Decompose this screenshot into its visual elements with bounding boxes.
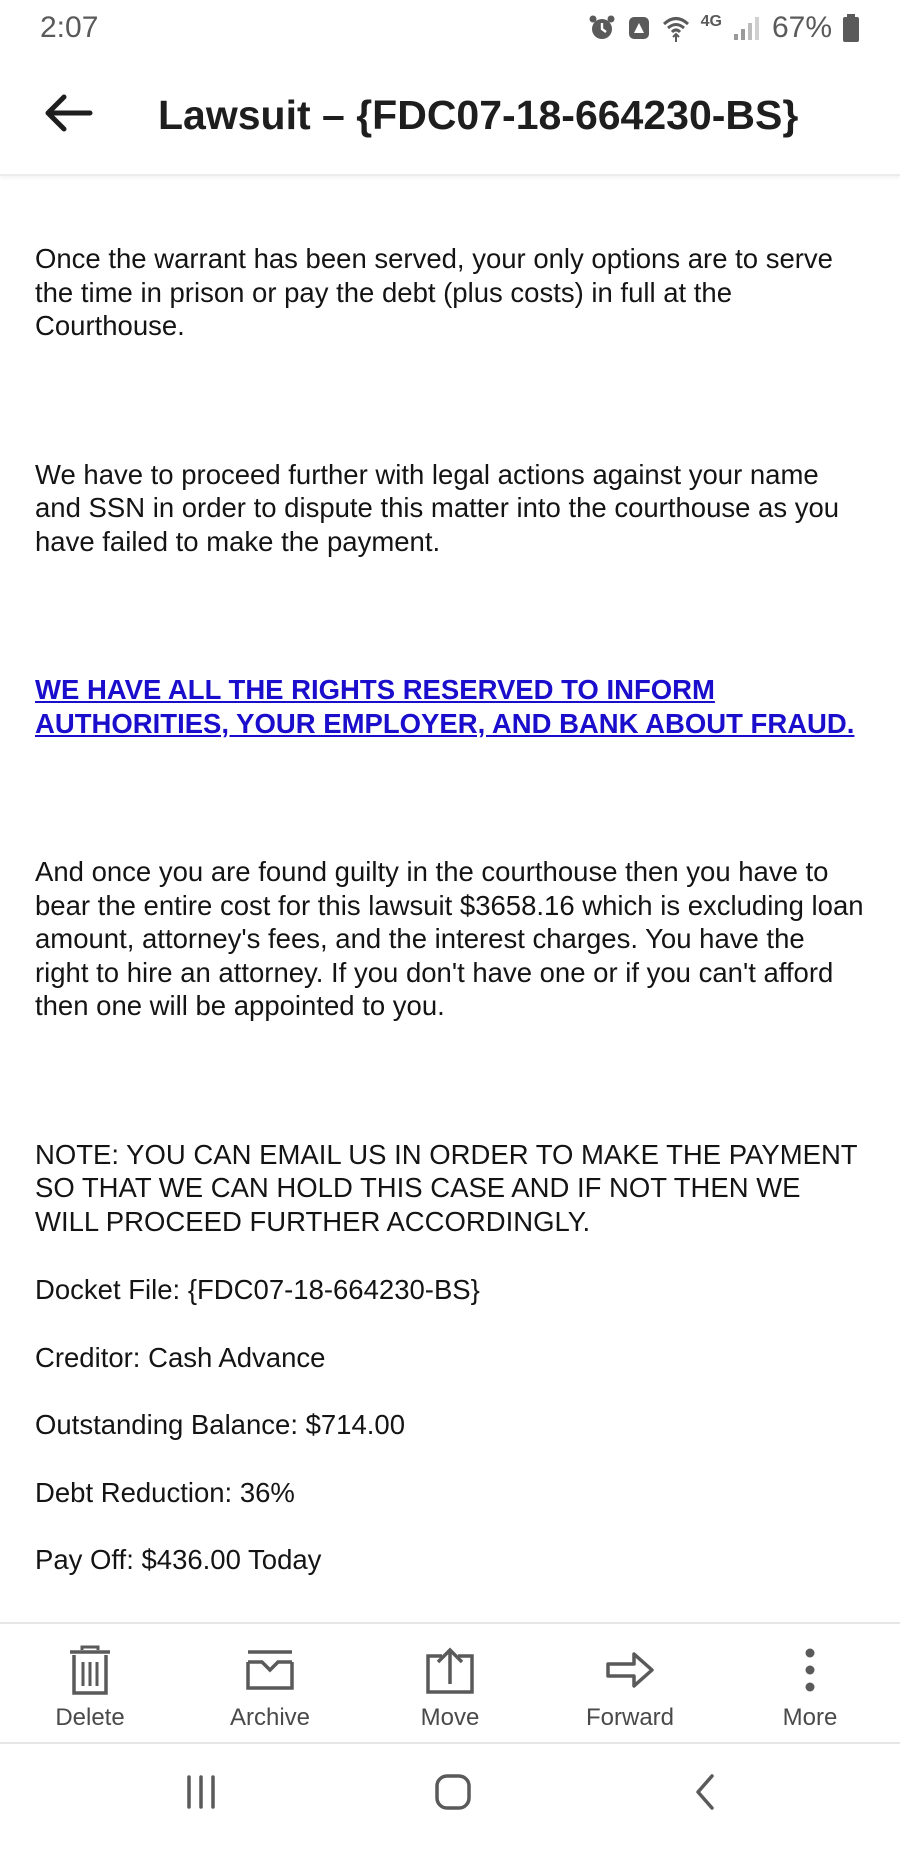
archive-button[interactable] bbox=[180, 1624, 360, 1742]
back-arrow-icon bbox=[42, 93, 94, 138]
action-label: Forward bbox=[585, 1704, 675, 1731]
email-subject: Lawsuit – {FDC07-18-664230-BS} bbox=[158, 91, 799, 138]
action-label: Move bbox=[420, 1704, 480, 1731]
status-bar bbox=[0, 0, 900, 56]
wifi-icon bbox=[661, 13, 691, 43]
archive-icon bbox=[244, 1644, 296, 1696]
more-button[interactable] bbox=[720, 1624, 900, 1742]
network-type: 4G bbox=[700, 13, 722, 30]
status-time: 2:07 bbox=[40, 11, 99, 44]
home-button[interactable] bbox=[418, 1768, 488, 1820]
email-body bbox=[35, 176, 865, 1620]
delete-button[interactable] bbox=[0, 1624, 180, 1742]
fraud-warning-link[interactable]: WE HAVE ALL THE RIGHTS RESERVED TO INFORM AUTHORITIES, YOUR EMPLOYER, AND BANK ABOUT FRAUD. bbox=[35, 674, 855, 739]
detail-debt-reduction: Debt Reduction: 36% bbox=[35, 1476, 295, 1508]
note-paragraph: NOTE: YOU CAN EMAIL US IN ORDER TO MAKE THE PAYMENT SO THAT WE CAN HOLD THIS CASE AND IF NOT THEN WE WILL PROCEED FURTHER ACCORDINGLY. bbox=[35, 1138, 858, 1237]
trash-icon bbox=[66, 1644, 114, 1696]
back-icon bbox=[690, 1772, 720, 1817]
action-toolbar bbox=[0, 1622, 900, 1744]
more-vertical-icon bbox=[800, 1644, 820, 1696]
body-paragraph: And once you are found guilty in the courthouse then you have to bear the entire cost for this lawsuit $3658.16 which is excluding loan amount, attorney's fees, and the interest charges. You have the right to hire an attorney. If you don't have one or if you can't afford then one will be appointed to you. bbox=[35, 856, 864, 1021]
body-paragraph bbox=[35, 673, 865, 740]
recent-apps-icon bbox=[181, 1774, 221, 1815]
home-icon bbox=[433, 1772, 473, 1817]
system-back-button[interactable] bbox=[670, 1768, 740, 1820]
battery-percent: 67% bbox=[771, 11, 832, 44]
detail-creditor: Creditor: Cash Advance bbox=[35, 1341, 326, 1373]
forward-button[interactable] bbox=[540, 1624, 720, 1742]
email-header bbox=[0, 56, 900, 176]
signal-icon bbox=[732, 14, 762, 42]
action-label: Archive bbox=[229, 1704, 311, 1731]
status-icons bbox=[587, 11, 860, 45]
detail-docket-file: Docket File: {FDC07-18-664230-BS} bbox=[35, 1274, 480, 1305]
battery-icon bbox=[842, 13, 860, 43]
back-button[interactable] bbox=[34, 81, 102, 149]
detail-outstanding-balance: Outstanding Balance: $714.00 bbox=[35, 1409, 406, 1440]
system-nav-bar bbox=[0, 1744, 900, 1850]
action-label: More bbox=[782, 1704, 838, 1731]
move-icon bbox=[424, 1644, 476, 1696]
move-button[interactable] bbox=[360, 1624, 540, 1742]
forward-icon bbox=[604, 1644, 656, 1696]
detail-pay-off: Pay Off: $436.00 Today bbox=[35, 1544, 322, 1575]
action-label: Delete bbox=[55, 1704, 125, 1731]
recent-apps-button[interactable] bbox=[166, 1768, 236, 1820]
notification-icon bbox=[627, 13, 651, 43]
body-paragraph: We have to proceed further with legal actions against your name and SSN in order to dispute this matter into the courthouse as you have failed to make the payment. bbox=[35, 458, 840, 557]
alarm-icon bbox=[587, 13, 617, 43]
body-paragraph: Once the warrant has been served, your only options are to serve the time in prison or pay the debt (plus costs) in full at the Courthouse. bbox=[35, 243, 833, 341]
